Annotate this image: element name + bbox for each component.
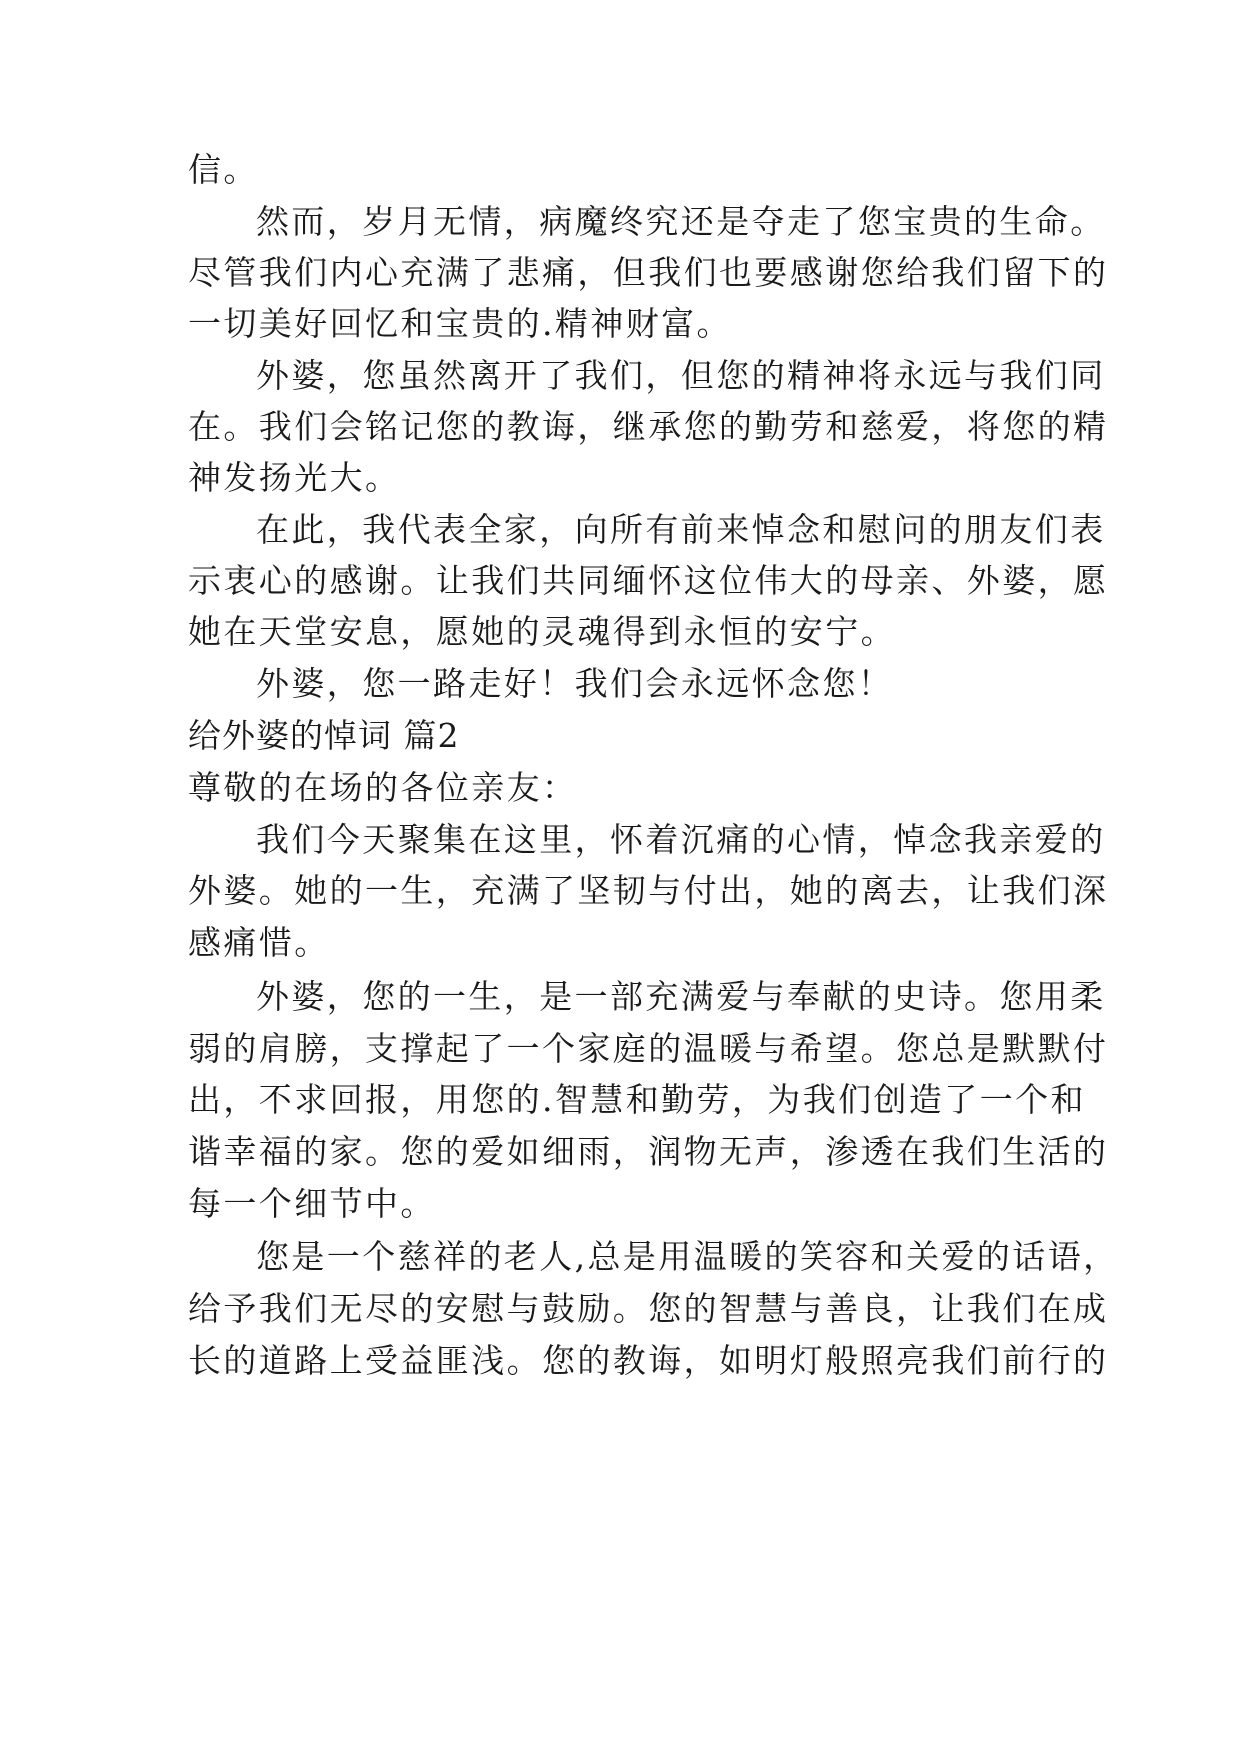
paragraph-line: 长的道路上受益匪浅。您的教诲，如明灯般照亮我们前行的: [188, 1341, 1109, 1380]
paragraph-line: 外婆。她的一生，充满了坚韧与付出，她的离去，让我们深: [188, 871, 1109, 910]
paragraph-line: 示衷心的感谢。让我们共同缅怀这位伟大的母亲、外婆，愿: [188, 561, 1109, 600]
paragraph-line: 每一个细节中。: [188, 1184, 436, 1223]
paragraph-line: 给予我们无尽的安慰与鼓励。您的智慧与善良，让我们在成: [188, 1289, 1109, 1328]
paragraph-line: 外婆，您一路走好！我们会永远怀念您！: [256, 664, 894, 703]
paragraph-line: 尽管我们内心充满了悲痛，但我们也要感谢您给我们留下的: [188, 253, 1109, 292]
salutation-line: 尊敬的在场的各位亲友：: [188, 768, 578, 807]
paragraph-line: 信。: [188, 150, 259, 189]
paragraph-line: 您是一个慈祥的老人,总是用温暖的笑容和关爱的话语，: [256, 1237, 1119, 1276]
paragraph-line: 一切美好回忆和宝贵的.精神财富。: [188, 304, 732, 343]
paragraph-line: 我们今天聚集在这里，怀着沉痛的心情，悼念我亲爱的: [256, 820, 1106, 859]
section-heading: 给外婆的悼词 篇2: [188, 716, 460, 755]
paragraph-line: 神发扬光大。: [188, 458, 401, 497]
paragraph-line: 在此，我代表全家，向所有前来悼念和慰问的朋友们表: [256, 510, 1106, 549]
paragraph-line: 弱的肩膀，支撑起了一个家庭的温暖与希望。您总是默默付: [188, 1029, 1109, 1068]
paragraph-line: 然而，岁月无情，病魔终究还是夺走了您宝贵的生命。: [256, 202, 1106, 241]
paragraph-line: 在。我们会铭记您的教诲，继承您的勤劳和慈爱，将您的精: [188, 407, 1109, 446]
paragraph-line: 出，不求回报，用您的.智慧和勤劳，为我们创造了一个和: [188, 1080, 1086, 1119]
paragraph-line: 外婆，您的一生，是一部充满爱与奉献的史诗。您用柔: [256, 977, 1106, 1016]
paragraph-line: 感痛惜。: [188, 923, 330, 962]
paragraph-line: 外婆，您虽然离开了我们，但您的精神将永远与我们同: [256, 356, 1106, 395]
paragraph-line: 谐幸福的家。您的爱如细雨，润物无声，渗透在我们生活的: [188, 1132, 1109, 1171]
paragraph-line: 她在天堂安息，愿她的灵魂得到永恒的安宁。: [188, 612, 896, 651]
